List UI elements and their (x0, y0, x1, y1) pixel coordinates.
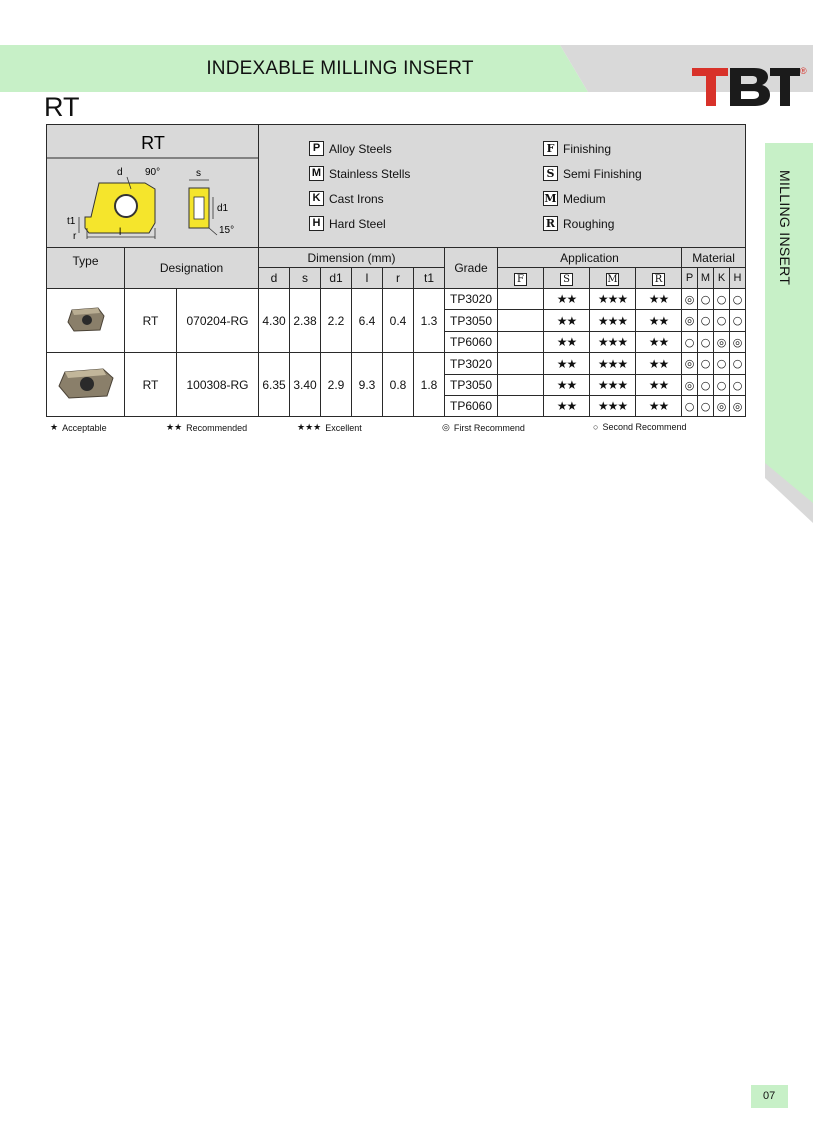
table-row (47, 353, 746, 375)
dim-cell: 4.30 (259, 289, 290, 353)
app-cell: ★★ (636, 353, 682, 375)
mat-cell: ○ (714, 289, 730, 310)
app-cell: ★★★ (590, 332, 636, 353)
registered-mark: ® (800, 66, 807, 76)
dim-cell: 9.3 (352, 353, 383, 417)
app-cell (498, 289, 544, 310)
app-cell: ★★ (544, 396, 590, 417)
mat-cell: ○ (698, 353, 714, 375)
grade-cell: TP6060 (445, 396, 498, 417)
footnote-recommended: ★★ Recommended (166, 422, 248, 433)
app-cell: ★★ (544, 332, 590, 353)
grade-cell: TP3050 (445, 375, 498, 396)
footnote-excellent: ★★★ Excellent (297, 422, 362, 433)
app-cell: ★★ (544, 289, 590, 310)
legend-cell (259, 125, 746, 248)
app-cell (498, 310, 544, 332)
label-90: 90° (145, 167, 161, 178)
dim-cell: 0.8 (383, 353, 414, 417)
code-cell: 070204-RG (177, 289, 259, 353)
grade-cell: TP3020 (445, 353, 498, 375)
mat-cell: ○ (682, 396, 698, 417)
header-dimension: Dimension (mm) (259, 248, 445, 268)
mat-cell: ○ (730, 310, 746, 332)
label-r: r (73, 231, 77, 242)
header-dim: d1 (321, 268, 352, 289)
side-tab-label: MILLING INSERT (777, 170, 793, 286)
insert-table (46, 124, 746, 417)
header-dim: d (259, 268, 290, 289)
header-designation: Designation (125, 248, 259, 289)
label-s: s (196, 168, 201, 179)
dim-cell: 2.9 (321, 353, 352, 417)
legend-item-f: F Finishing (543, 141, 611, 156)
app-cell (498, 332, 544, 353)
label-d: d (117, 167, 123, 178)
header-mat: M (698, 268, 714, 289)
app-cell: ★★ (636, 289, 682, 310)
legend-item-s: S Semi Finishing (543, 166, 642, 181)
legend-item-h: H Hard Steel (309, 216, 386, 231)
mat-cell: ○ (730, 375, 746, 396)
dim-cell: 1.8 (414, 353, 445, 417)
mat-cell: ○ (698, 310, 714, 332)
header-mat: H (730, 268, 746, 289)
legend-item-r: R Roughing (543, 216, 614, 231)
grade-cell: TP6060 (445, 332, 498, 353)
mat-cell: ○ (698, 375, 714, 396)
mat-cell: ◎ (730, 396, 746, 417)
footnote-first-recommend: ◎ First Recommend (442, 422, 525, 433)
mat-cell: ○ (730, 289, 746, 310)
header-mat: P (682, 268, 698, 289)
app-cell: ★★★ (590, 289, 636, 310)
diagram-title: RT (141, 133, 165, 153)
dim-cell: 2.2 (321, 289, 352, 353)
header-dim: l (352, 268, 383, 289)
tbt-logo (690, 64, 805, 110)
mat-cell: ○ (698, 396, 714, 417)
mat-cell: ○ (714, 353, 730, 375)
label-t1: t1 (67, 216, 76, 227)
legend-item-p: P Alloy Steels (309, 141, 392, 156)
insert-photo (64, 304, 108, 334)
app-cell (498, 375, 544, 396)
mat-cell: ○ (682, 332, 698, 353)
diagram-cell (47, 125, 259, 248)
page-number: 07 (751, 1085, 788, 1108)
mat-cell: ◎ (730, 332, 746, 353)
app-cell: ★★★ (590, 396, 636, 417)
series-cell: RT (125, 353, 177, 417)
app-cell: ★★ (636, 310, 682, 332)
mat-cell: ◎ (682, 289, 698, 310)
dim-cell: 6.35 (259, 353, 290, 417)
insert-photo-cell (47, 289, 125, 353)
header-dim: t1 (414, 268, 445, 289)
code-cell: 100308-RG (177, 353, 259, 417)
insert-photo (55, 364, 117, 402)
app-cell: ★★★ (590, 375, 636, 396)
label-d1: d1 (217, 203, 229, 214)
table-row (47, 289, 746, 310)
mat-cell: ○ (698, 332, 714, 353)
grade-cell: TP3050 (445, 310, 498, 332)
header-application: Application (498, 248, 682, 268)
app-cell (498, 396, 544, 417)
header-title: INDEXABLE MILLING INSERT (206, 58, 474, 79)
mat-cell: ○ (714, 310, 730, 332)
label-l: l (119, 227, 122, 238)
insert-diagram (47, 125, 259, 247)
header-app: R (636, 268, 682, 289)
mat-cell: ○ (698, 289, 714, 310)
app-cell: ★★ (544, 353, 590, 375)
legend-item-medium: M Medium (544, 191, 606, 206)
app-cell: ★★ (544, 375, 590, 396)
app-cell: ★★ (636, 396, 682, 417)
series-cell: RT (125, 289, 177, 353)
footnote-acceptable: ★ Acceptable (50, 422, 107, 433)
mat-cell: ◎ (682, 353, 698, 375)
dim-cell: 2.38 (290, 289, 321, 353)
legend-item-k: K Cast Irons (309, 191, 384, 206)
header-material: Material (682, 248, 746, 268)
mat-cell: ◎ (682, 310, 698, 332)
page-title: RT (44, 92, 80, 122)
app-cell (498, 353, 544, 375)
dim-cell: 3.40 (290, 353, 321, 417)
app-cell: ★★ (636, 332, 682, 353)
mat-cell: ◎ (714, 332, 730, 353)
mat-cell: ◎ (682, 375, 698, 396)
dim-cell: 0.4 (383, 289, 414, 353)
header-grade: Grade (445, 248, 498, 289)
dim-cell: 6.4 (352, 289, 383, 353)
app-cell: ★★ (544, 310, 590, 332)
header-dim: r (383, 268, 414, 289)
header-mat: K (714, 268, 730, 289)
label-15: 15° (219, 225, 235, 236)
mat-cell: ○ (730, 353, 746, 375)
header-app: M (590, 268, 636, 289)
mat-cell: ○ (714, 375, 730, 396)
header-app: F (498, 268, 544, 289)
mat-cell: ◎ (714, 396, 730, 417)
header-dim: s (290, 268, 321, 289)
legend-item-m: M Stainless Stells (309, 166, 410, 181)
dim-cell: 1.3 (414, 289, 445, 353)
app-cell: ★★ (636, 375, 682, 396)
footnote-second-recommend: ○ Second Recommend (593, 422, 687, 432)
grade-cell: TP3020 (445, 289, 498, 310)
header-type: Type (47, 248, 125, 289)
app-cell: ★★★ (590, 310, 636, 332)
app-cell: ★★★ (590, 353, 636, 375)
insert-photo-cell (47, 353, 125, 417)
header-app: S (544, 268, 590, 289)
